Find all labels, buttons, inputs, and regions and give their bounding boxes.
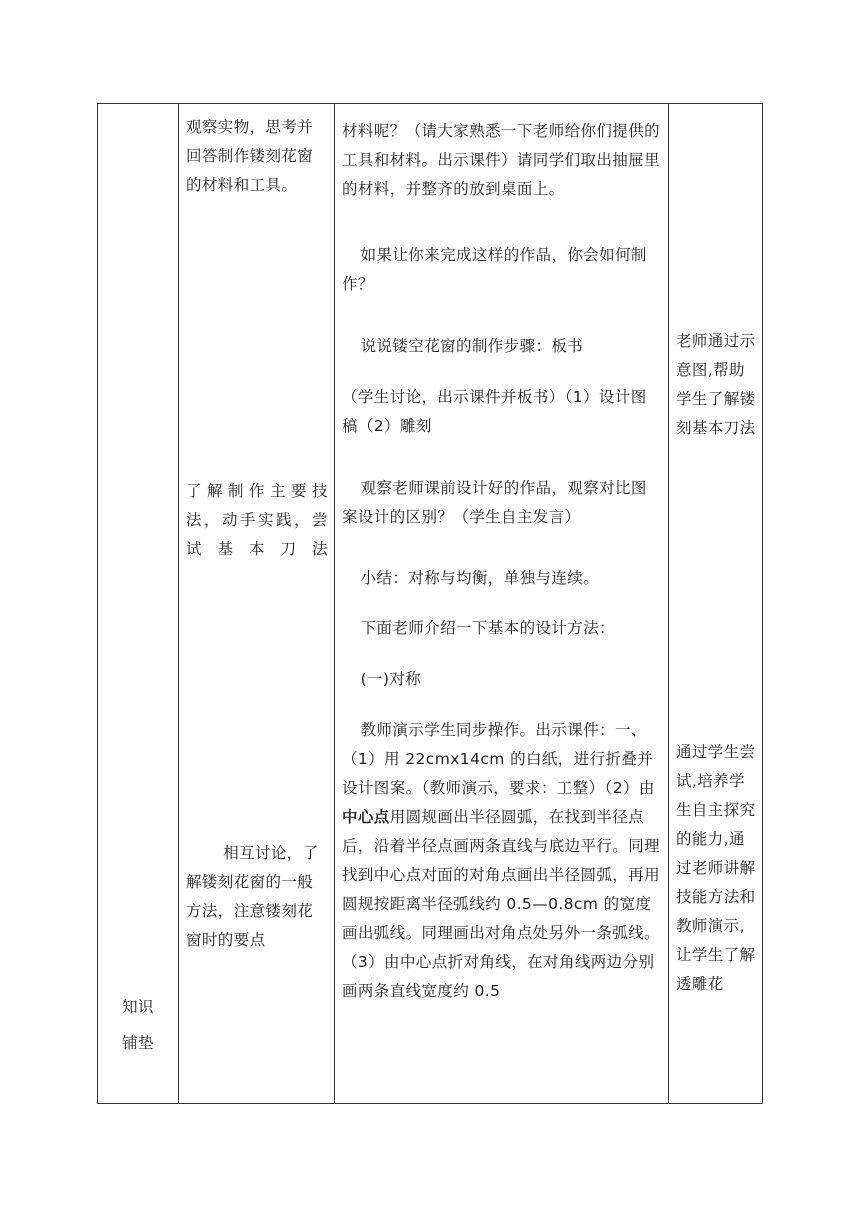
section-label-line2: 铺垫 (122, 1034, 154, 1052)
section-label (98, 989, 178, 1061)
teacher-activity-p2: 如果让你来完成这样的作品，你会如何制作？ (342, 246, 647, 293)
teacher-activity-p1: 材料呢？（请大家熟悉一下老师给你们提供的工具和材料。出示课件）请同学们取出抽屉里的材料，并整齐的放到桌面上。 (342, 122, 661, 198)
teacher-activity-p9: 教师演示学生同步操作。出示课件：一、（1）用 22cmx14cm 的白纸，进行折叠并设计图案。（教师演示，要求：工整）（2）由中心点用圆规画出半径圆弧，在找到半径点后，沿着半径点画两条直线与底边平行。同理找到中心点对面的对角点画出半径圆弧，再用圆规按距离半径弧线约 0.5—0.8cm 的宽度画出弧线。同理画出对角点处另外一条弧线。（3）由中心点折对角线，在对角线两边分别画两条直线宽度约 0.5 (342, 721, 661, 1000)
column-divider (668, 104, 669, 1103)
bold-term: 中心点 (342, 808, 390, 826)
teacher-activity-p8: (一)对称 (360, 670, 422, 688)
student-activity-2-line1: 了解制作主要技法，动手实践，尝试基本刀法 (186, 482, 328, 558)
teacher-activity-p7: 下面老师介绍一下基本的设计方法： (360, 619, 615, 637)
teacher-activity-p4: （学生讨论，出示课件并板书）（1）设计图稿（2）雕刻 (342, 388, 647, 435)
teacher-activity-p3: 说说镂空花窗的制作步骤：板书 (360, 337, 584, 355)
teacher-activity-p6: 小结：对称与均衡，单独与连续。 (360, 569, 600, 587)
column-divider (334, 104, 335, 1103)
lesson-plan-table (97, 103, 763, 1104)
design-intent-1: 老师通过示意图,帮助学生了解镂刻基本刀法 (676, 332, 756, 437)
column-divider (178, 104, 179, 1103)
teacher-activity-p5: 观察老师课前设计好的作品，观察对比图案设计的区别？（学生自主发言） (342, 479, 647, 526)
student-activity-3: 相互讨论，了解镂刻花窗的一般方法，注意镂刻花窗时的要点 (186, 844, 319, 949)
section-label-line1: 知识 (122, 998, 154, 1016)
student-activity-1: 观察实物，思考并回答制作镂刻花窗的材料和工具。 (186, 118, 314, 194)
design-intent-2: 通过学生尝试,培养学生自主探究的能力,通过老师讲解技能方法和教师演示,让学生了解透雕花 (676, 743, 756, 993)
